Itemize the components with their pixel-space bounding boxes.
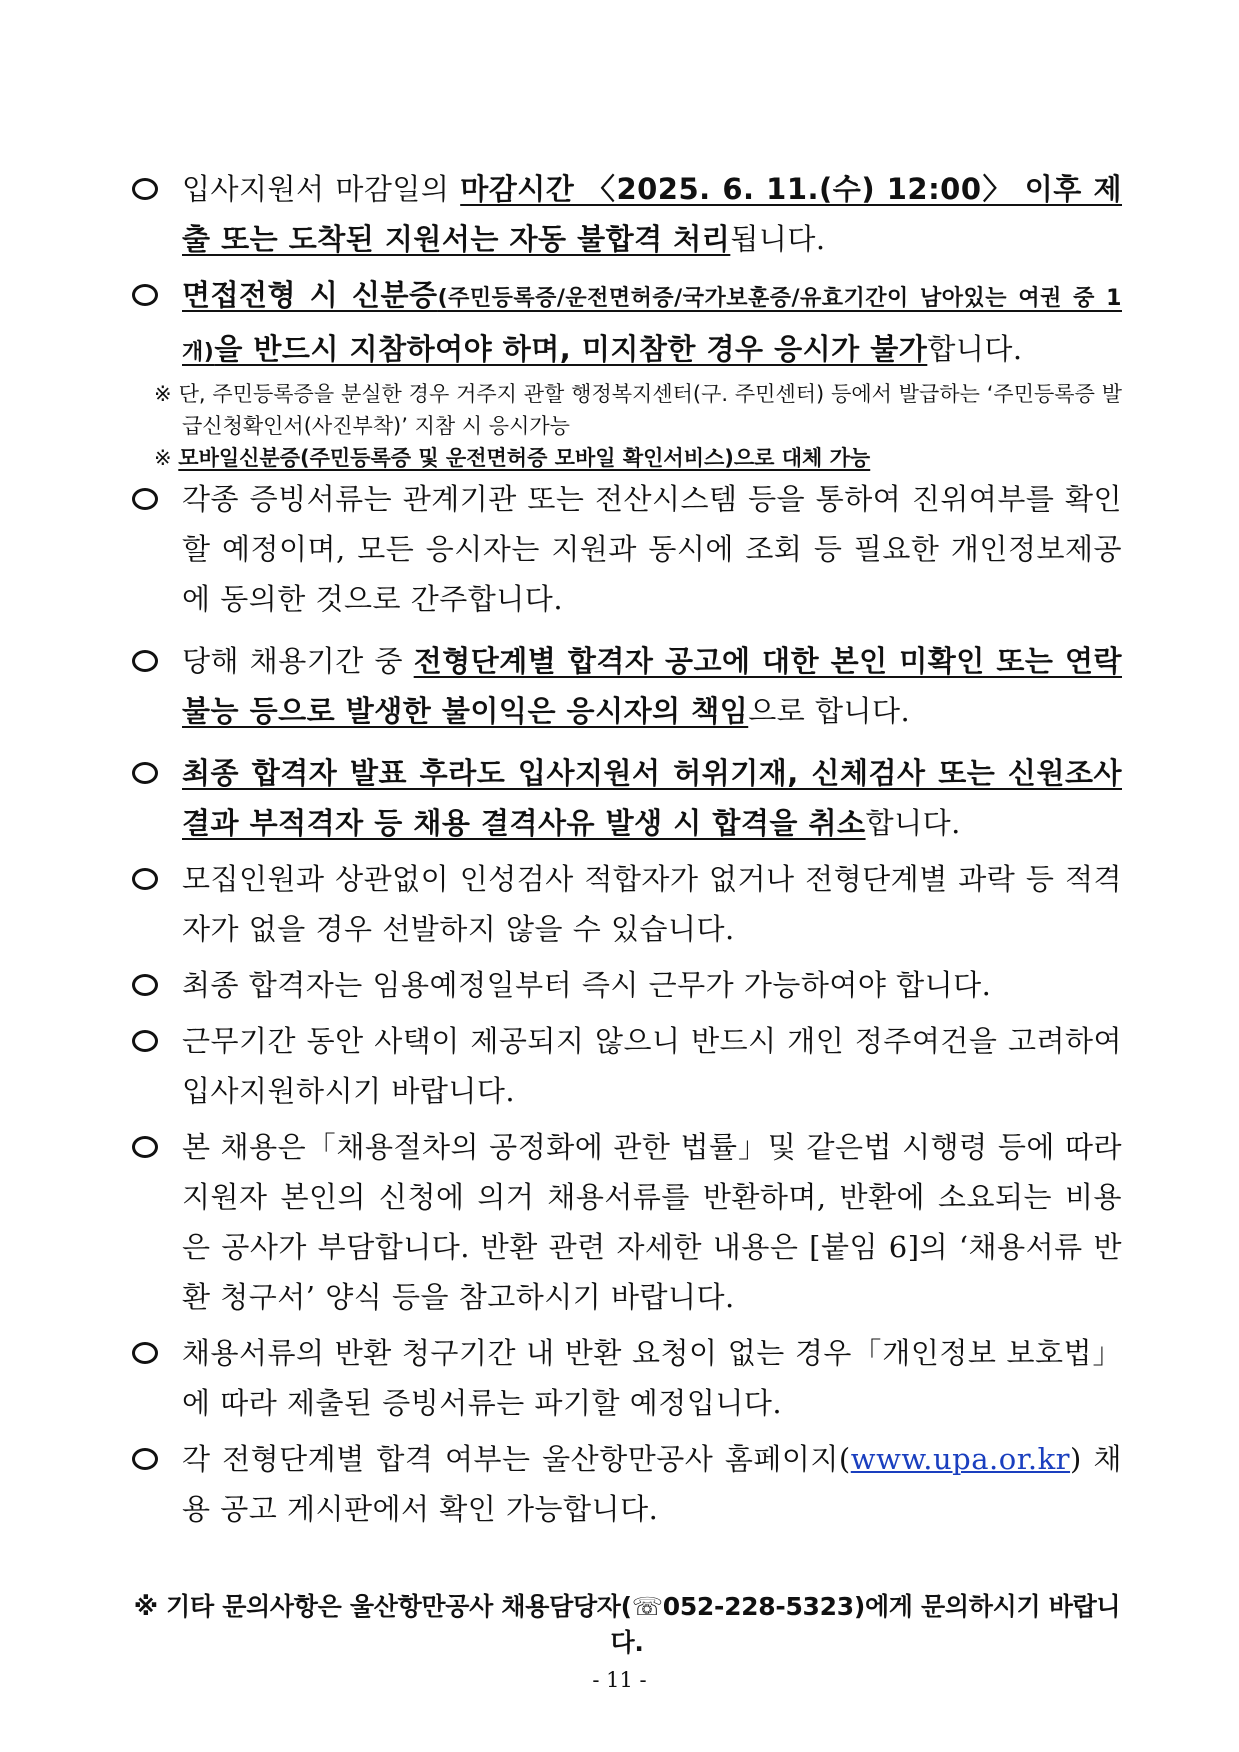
circle-bullet-icon	[132, 974, 158, 996]
item-text: 면접전형 시 신분증(주민등록증/운전면허증/국가보훈증/유효기간이 남아있는 여권 중 1개)을 반드시 지참하여야 하며, 미지참한 경우 응시가 불가합니다.	[182, 278, 1122, 366]
circle-bullet-icon	[132, 178, 158, 200]
list-item	[132, 270, 1122, 378]
list-item	[132, 636, 1122, 736]
item-text: 당해 채용기간 중 전형단계별 합격자 공고에 대한 본인 미확인 또는 연락불능 등으로 발생한 불이익은 응시자의 책임으로 합니다.	[182, 644, 1122, 728]
footnote: ※ 단, 주민등록증을 분실한 경우 거주지 관할 행정복지센터(구. 주민센터) 등에서 발급하는 ‘주민등록증 발급신청확인서(사진부착)’ 지참 시 응시가능	[154, 382, 1122, 438]
list-item	[132, 474, 1122, 624]
homepage-link[interactable]: www.upa.or.kr	[850, 1442, 1071, 1476]
item-text: 채용서류의 반환 청구기간 내 반환 요청이 없는 경우「개인정보 보호법」에 따라 제출된 증빙서류는 파기할 예정입니다.	[182, 1336, 1122, 1420]
item-text: 각종 증빙서류는 관계기관 또는 전산시스템 등을 통하여 진위여부를 확인할 예정이며, 모든 응시자는 지원과 동시에 조회 등 필요한 개인정보제공에 동의한 것으로 간주합니다.	[182, 482, 1122, 616]
list-item	[132, 1328, 1122, 1428]
circle-bullet-icon	[132, 284, 158, 306]
item-text: 본 채용은「채용절차의 공정화에 관한 법률」및 같은법 시행령 등에 따라 지원자 본인의 신청에 의거 채용서류를 반환하며, 반환에 소요되는 비용은 공사가 부담합니다. 반환 관련 자세한 내용은 [붙임 6]의 ‘채용서류 반환 청구서’ 양식 등을 참고하시기 바랍니다.	[182, 1130, 1122, 1314]
notice-list	[132, 164, 1122, 1534]
circle-bullet-icon	[132, 1136, 158, 1158]
list-item	[132, 164, 1122, 264]
item-text: 각 전형단계별 합격 여부는 울산항만공사 홈페이지(www.upa.or.kr) 채용 공고 게시판에서 확인 가능합니다.	[182, 1442, 1123, 1526]
circle-bullet-icon	[132, 488, 158, 510]
circle-bullet-icon	[132, 1030, 158, 1052]
list-item	[132, 1122, 1122, 1322]
list-item	[132, 854, 1122, 954]
circle-bullet-icon	[132, 1448, 158, 1470]
item-text: 모집인원과 상관없이 인성검사 적합자가 없거나 전형단계별 과락 등 적격자가 없을 경우 선발하지 않을 수 있습니다.	[182, 862, 1122, 946]
list-item	[132, 960, 1122, 1010]
item-text: 최종 합격자 발표 후라도 입사지원서 허위기재, 신체검사 또는 신원조사 결과 부적격자 등 채용 결격사유 발생 시 합격을 취소합니다.	[182, 756, 1122, 840]
footnote: ※ 모바일신분증(주민등록증 및 운전면허증 모바일 확인서비스)으로 대체 가능	[154, 446, 871, 470]
list-item	[132, 748, 1122, 848]
circle-bullet-icon	[132, 650, 158, 672]
page-number: - 11 -	[592, 1668, 647, 1692]
contact-note: ※ 기타 문의사항은 울산항만공사 채용담당자(☏052-228-5323)에게 문의하시기 바랍니다.	[133, 1592, 1121, 1657]
item-text: 근무기간 동안 사택이 제공되지 않으니 반드시 개인 정주여건을 고려하여 입사지원하시기 바랍니다.	[182, 1024, 1122, 1108]
circle-bullet-icon	[132, 762, 158, 784]
list-item	[132, 1434, 1122, 1534]
circle-bullet-icon	[132, 1342, 158, 1364]
circle-bullet-icon	[132, 868, 158, 890]
item-text: 최종 합격자는 임용예정일부터 즉시 근무가 가능하여야 합니다.	[182, 968, 992, 1002]
list-item	[132, 1016, 1122, 1116]
item-text: 입사지원서 마감일의 마감시간 〈2025. 6. 11.(수) 12:00〉 이후 제출 또는 도착된 지원서는 자동 불합격 처리됩니다.	[182, 172, 1122, 256]
